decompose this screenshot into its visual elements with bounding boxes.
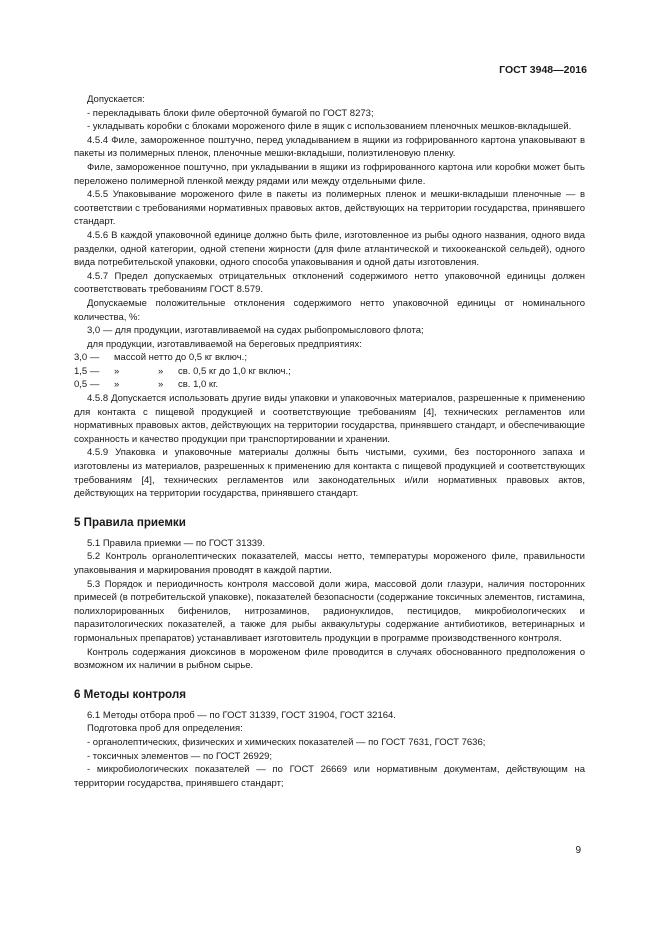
section-heading: 5 Правила приемки — [74, 515, 186, 529]
paragraph: 4.5.6 В каждой упаковочной единице должно быть филе, изготовленное из рыбы одного названия, одного вида разделки, одной категории, одной степени жирности (для филе атлантической и тихоокеанской сельдей), одного вида потребительской упаковки, одного способа упаковывания и одной даты изготовления. — [74, 229, 585, 269]
paragraph: Подготовка проб для определения: — [87, 723, 243, 735]
paragraph: 5.1 Правила приемки — по ГОСТ 31339. — [87, 537, 265, 549]
paragraph: 5.3 Порядок и периодичность контроля массовой доли жира, массовой доли глазури, наличия посторонних примесей (в потребительской упаковке), показателей безопасности (содержание токсичных элементов, гистамина, полихлорированных бифенилов, нитрозаминов, радионуклидов, пестицидов, микробиологических и паразитологических показателей, а также для рыбы аквакультуры содержание антибиотиков, ветеринарных и гормональных препаратов) устанавливает изготовитель продукции в программе производственного контроля. — [74, 578, 585, 644]
tolerance-value: 0,5 — — [74, 379, 100, 391]
paragraph: - органолептических, физических и химических показателей — по ГОСТ 7631, ГОСТ 7636; — [87, 736, 486, 748]
tolerance-row — [74, 378, 585, 392]
tolerance-text: св. 0,5 кг до 1,0 кг включ.; — [178, 365, 291, 377]
tolerance-row — [74, 351, 585, 365]
page-header: ГОСТ 3948—2016 — [499, 64, 587, 76]
paragraph: - перекладывать блоки филе оберточной бумагой по ГОСТ 8273; — [87, 107, 374, 119]
page-number: 9 — [575, 845, 581, 856]
paragraph: Допускается: — [87, 94, 145, 105]
ditto-mark: » — [158, 379, 164, 391]
paragraph: - укладывать коробки с блоками мороженого филе в ящик с использованием пленочных мешков-вкладышей. — [87, 121, 572, 133]
paragraph: 5.2 Контроль органолептических показателей, массы нетто, температуры мороженого филе, правильности упаковывания и маркирования проводят в каждой партии. — [74, 551, 585, 576]
paragraph: для продукции, изготавливаемой на береговых предприятиях: — [87, 338, 362, 350]
tolerance-text: св. 1,0 кг. — [178, 379, 219, 391]
tolerance-value: 3,0 — — [74, 352, 100, 364]
paragraph: 4.5.4 Филе, замороженное поштучно, перед укладыванием в ящики из гофрированного картона упаковывают в пакеты из полимерных пленок, пленочные мешки-вкладыши, полиэтиленовую пленку. — [74, 134, 585, 160]
paragraph: Допускаемые положительные отклонения содержимого нетто упаковочной единицы от номинального количества, %: — [74, 297, 585, 323]
ditto-mark: » — [114, 379, 120, 391]
paragraph: - токсичных элементов — по ГОСТ 26929; — [87, 750, 273, 762]
paragraph: 4.5.5 Упаковывание мороженого филе в пакеты из полимерных пленок и мешки-вкладыши пленочные — в соответствии с требованиями нормативных правовых актов, действующих на территории государства, принявшего стандарт. — [74, 189, 585, 228]
paragraph: 4.5.9 Упаковка и упаковочные материалы должны быть чистыми, сухими, без посторонного запаха и изготовлены из материалов, разрешенных к применению для контакта с пищевой продукцией и соответствующих требованиям [4], технических регламентов или законодательных и/или нормативных правовых актов, действующих на территории государства, принявшего стандарт. — [74, 447, 585, 500]
tolerance-value: 1,5 — — [74, 365, 100, 377]
tolerance-text: массой нетто до 0,5 кг включ.; — [114, 352, 247, 364]
paragraph: 4.5.8 Допускается использовать другие виды упаковки и упаковочных материалов, разрешенные к применению для контакта с пищевой продукцией и соответствующие требованиям [4], технических регламентов или нормативных правовых актов, действующих на территории государства, принявшего стандарт, и обеспечивающие сохранность и качество продукции при транспортировании и хранении. — [74, 393, 585, 445]
paragraph: 4.5.7 Предел допускаемых отрицательных отклонений содержимого нетто упаковочной единицы должен соответствовать требованиям ГОСТ 8.579. — [74, 270, 585, 296]
document-body — [74, 93, 585, 790]
paragraph: 3,0 — для продукции, изготавливаемой на судах рыбопромыслового флота; — [87, 325, 424, 337]
ditto-mark: » — [158, 365, 164, 377]
paragraph: Контроль содержания диоксинов в мороженом филе проводится в случаях обоснованного предположения о возможном их наличии в рыбном сырье. — [74, 646, 585, 672]
ditto-mark: » — [114, 365, 120, 377]
paragraph: - микробиологических показателей — по ГОСТ 26669 или нормативным документам, действующим на территории государства, принявшего стандарт; — [74, 764, 585, 789]
paragraph: Филе, замороженное поштучно, при укладывании в ящики из гофрированного картона или коробки может быть переложено полимерной пленкой между рядами или между отдельными филе. — [74, 161, 585, 187]
section-heading: 6 Методы контроля — [74, 687, 186, 701]
paragraph: 6.1 Методы отбора проб — по ГОСТ 31339, ГОСТ 31904, ГОСТ 32164. — [87, 709, 396, 721]
tolerance-row — [74, 365, 585, 379]
